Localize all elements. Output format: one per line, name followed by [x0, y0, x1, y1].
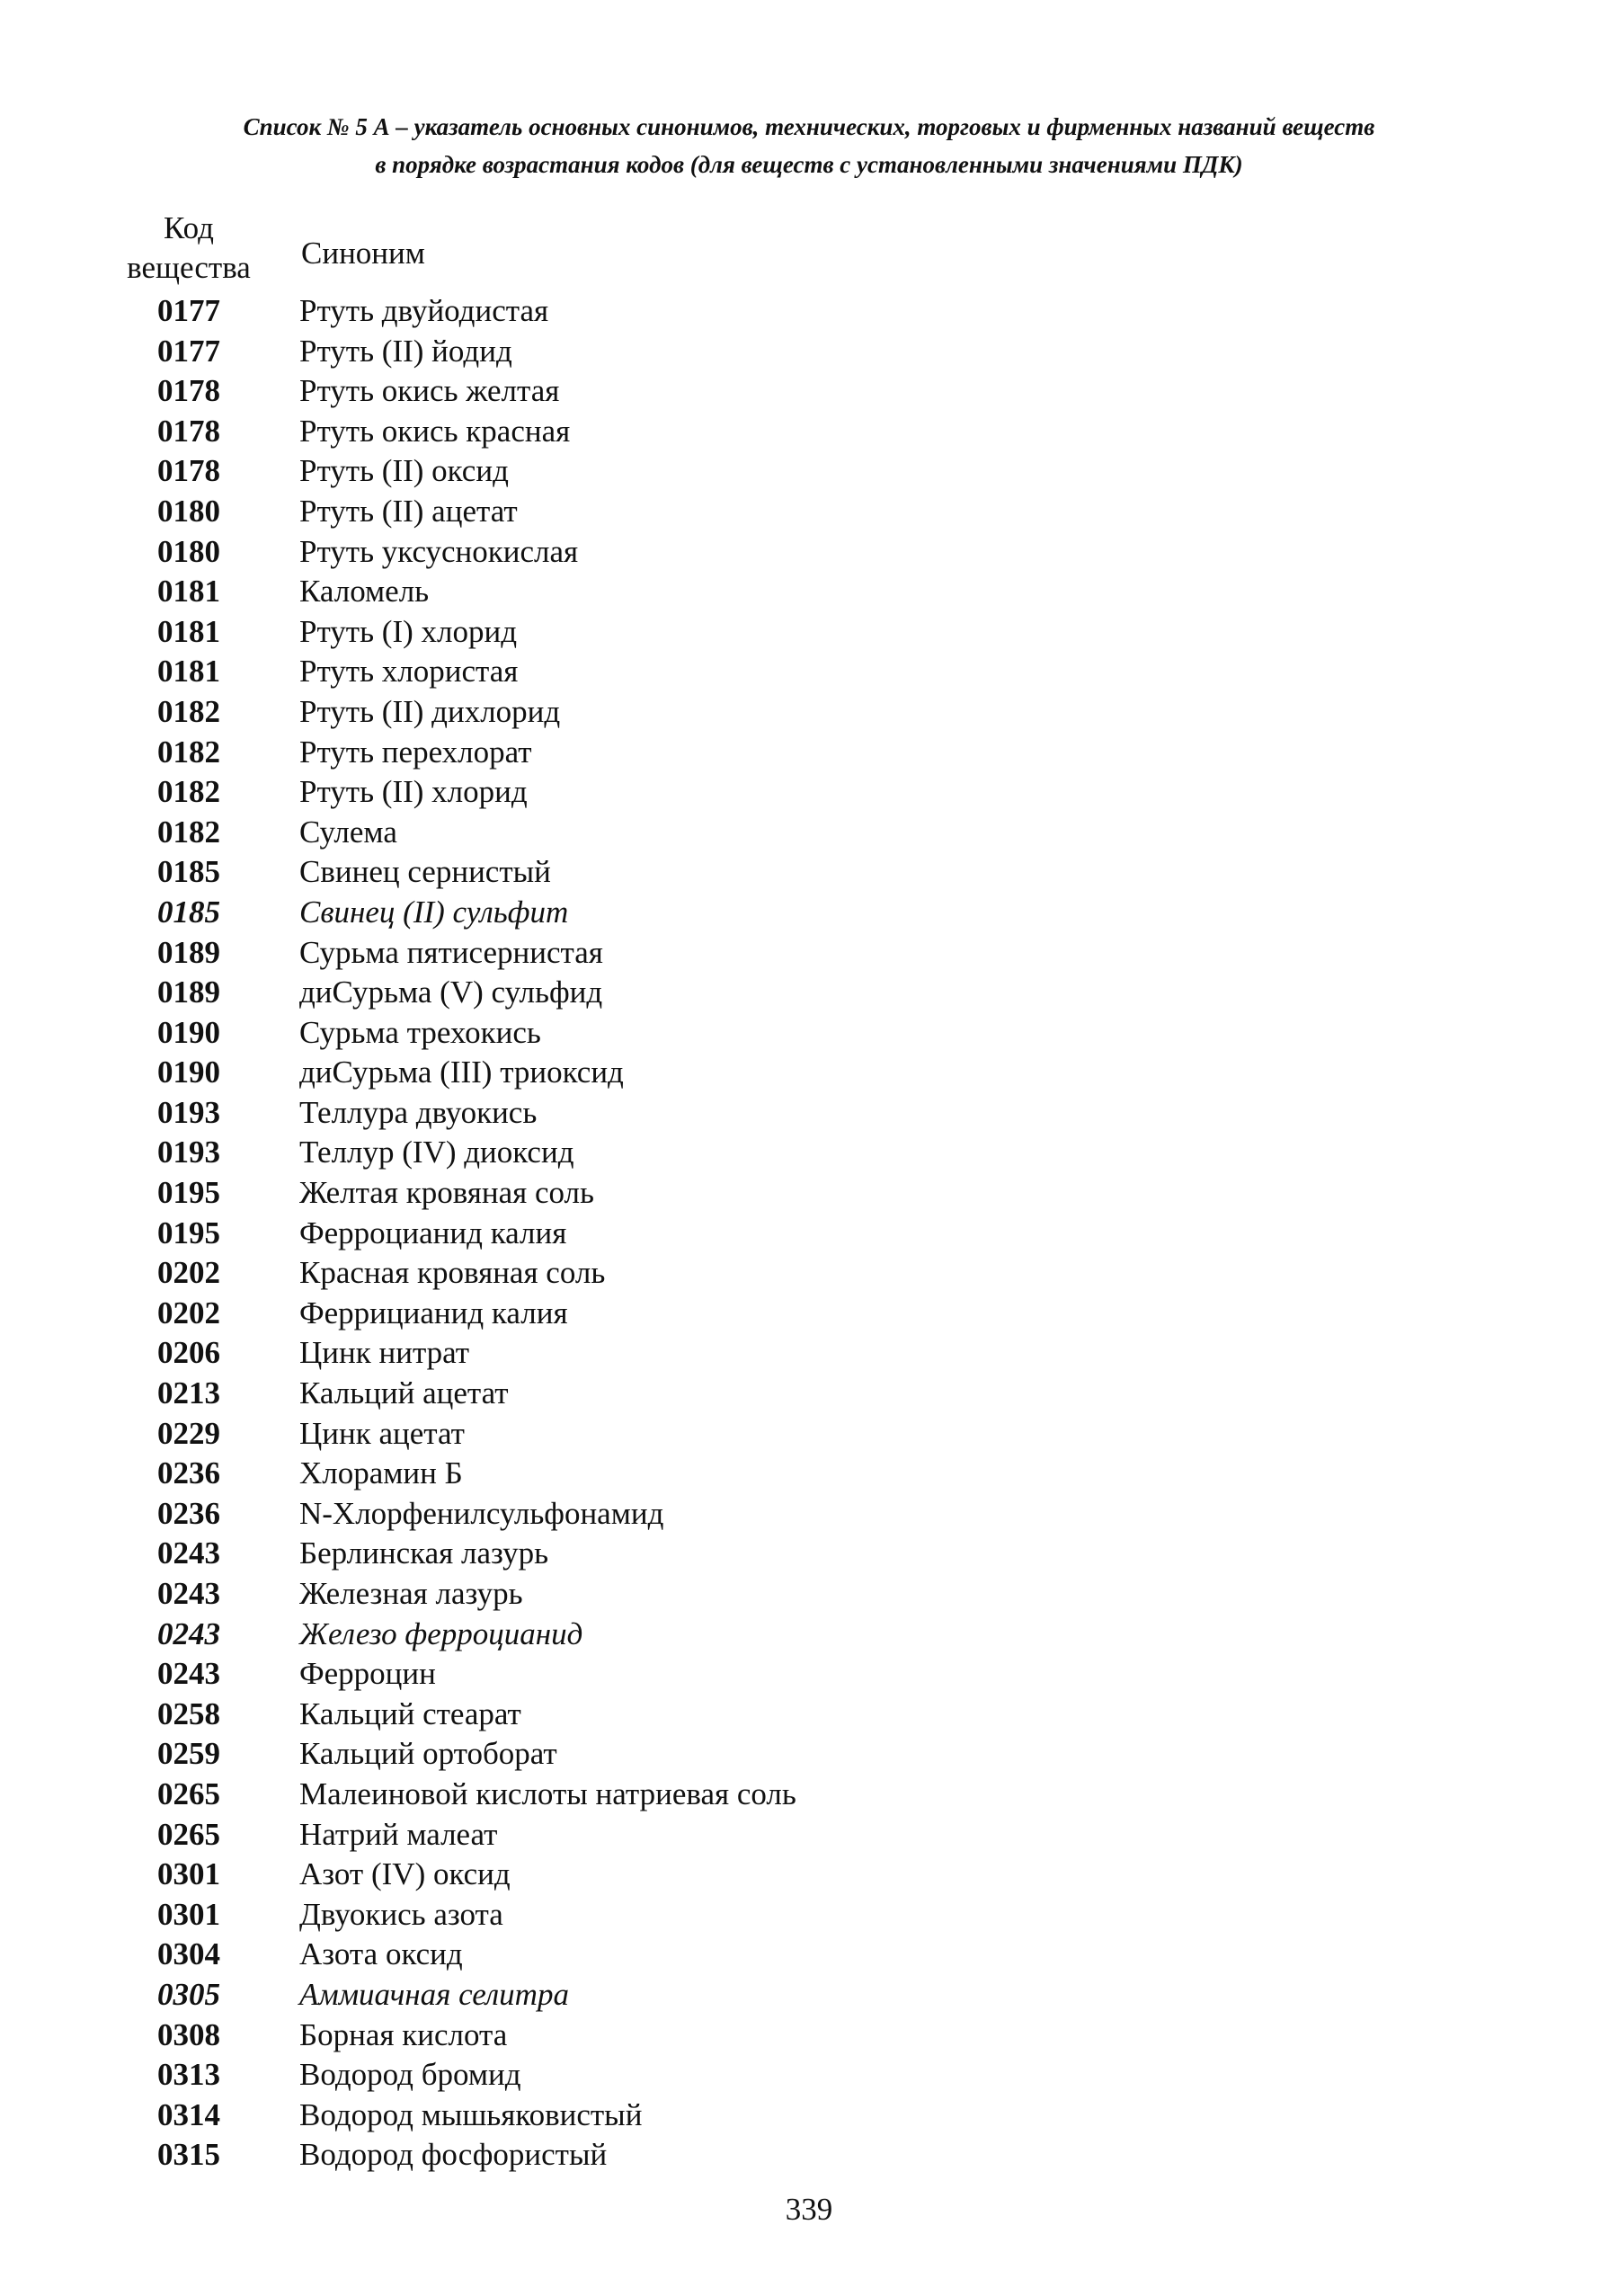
table-row [0, 1414, 1618, 1455]
substance-code: 0243 [157, 1576, 220, 1611]
synonym-name: Цинк ацетат [299, 1415, 465, 1451]
substance-code: 0177 [157, 333, 220, 369]
substance-code: 0182 [157, 814, 220, 850]
header-synonym: Синоним [301, 236, 425, 271]
table-row [0, 2096, 1618, 2136]
table-row [0, 852, 1618, 893]
synonym-name: Натрий малеат [299, 1816, 498, 1852]
table-row [0, 1975, 1618, 2016]
substance-code: 0190 [157, 1014, 220, 1050]
synonym-name: Водород мышьяковистый [299, 2096, 643, 2132]
table-row [0, 1654, 1618, 1695]
synonym-name: Ртуть (II) дихлорид [299, 693, 561, 729]
synonym-name: Ртуть хлористая [299, 654, 519, 690]
table-row [0, 1574, 1618, 1615]
synonym-name: Сулема [299, 814, 397, 850]
table-row [0, 612, 1618, 653]
table-row [0, 451, 1618, 492]
table-row [0, 1294, 1618, 1334]
synonym-name: Кальций стеарат [299, 1695, 521, 1731]
table-row [0, 1494, 1618, 1535]
synonym-name: Ферроцин [299, 1656, 436, 1692]
synonym-name: Двуокись азота [299, 1896, 503, 1932]
synonym-name: Ртуть (I) хлорид [299, 613, 518, 649]
table-row [0, 572, 1618, 612]
table-row [0, 1895, 1618, 1936]
substance-code: 0213 [157, 1375, 220, 1411]
synonym-name: Железо ферроцианид [299, 1615, 583, 1651]
synonym-table [0, 291, 1618, 2176]
substance-code: 0305 [157, 1976, 220, 2012]
table-row [0, 813, 1618, 853]
table-row [0, 1734, 1618, 1775]
substance-code: 0182 [157, 774, 220, 810]
synonym-name: Азота оксид [299, 1936, 463, 1972]
substance-code: 0181 [157, 574, 220, 610]
synonym-name: Хлорамин Б [299, 1455, 463, 1491]
substance-code: 0315 [157, 2137, 220, 2173]
table-row [0, 412, 1618, 452]
table-row [0, 1173, 1618, 1214]
substance-code: 0180 [157, 533, 220, 569]
table-row [0, 933, 1618, 974]
synonym-name: Желтая кровяная соль [299, 1175, 594, 1211]
synonym-name: Цинк нитрат [299, 1335, 470, 1371]
caption-line-1: Список № 5 А – указатель основных синонимов, технических, торговых и фирменных названий веществ [243, 113, 1375, 140]
table-row [0, 893, 1618, 933]
page-number: 339 [785, 2192, 833, 2227]
substance-code: 0259 [157, 1736, 220, 1772]
substance-code: 0195 [157, 1215, 220, 1250]
table-row [0, 371, 1618, 412]
substance-code: 0190 [157, 1055, 220, 1090]
substance-code: 0180 [157, 493, 220, 529]
substance-code: 0206 [157, 1335, 220, 1371]
substance-code: 0243 [157, 1615, 220, 1651]
synonym-name: Водород фосфористый [299, 2137, 608, 2173]
substance-code: 0193 [157, 1094, 220, 1130]
substance-code: 0181 [157, 613, 220, 649]
table-row [0, 332, 1618, 372]
table-row [0, 1935, 1618, 1975]
table-row [0, 1374, 1618, 1414]
substance-code: 0177 [157, 293, 220, 328]
table-row [0, 1855, 1618, 1895]
substance-code: 0185 [157, 894, 220, 930]
table-row [0, 2055, 1618, 2096]
synonym-name: Ферроцианид калия [299, 1215, 567, 1250]
substance-code: 0301 [157, 1896, 220, 1932]
synonym-name: Феррицианид калия [299, 1295, 568, 1330]
table-row [0, 1214, 1618, 1254]
synonym-name: Азот (IV) оксид [299, 1856, 511, 1892]
table-row [0, 1053, 1618, 1093]
synonym-name: Ртуть двуйодистая [299, 293, 549, 328]
synonym-name: Железная лазурь [299, 1576, 523, 1611]
substance-code: 0178 [157, 373, 220, 409]
table-row [0, 1253, 1618, 1294]
synonym-name: Ртуть уксуснокислая [299, 533, 579, 569]
substance-code: 0189 [157, 974, 220, 1010]
substance-code: 0243 [157, 1656, 220, 1692]
synonym-name: Ртуть окись красная [299, 413, 571, 449]
table-row [0, 692, 1618, 733]
synonym-name: Сурьма пятисернистая [299, 934, 603, 970]
synonym-name: Борная кислота [299, 2016, 508, 2052]
substance-code: 0304 [157, 1936, 220, 1972]
synonym-name: Кальций ортоборат [299, 1736, 557, 1772]
synonym-name: Ртуть перехлорат [299, 734, 532, 770]
table-row [0, 1454, 1618, 1494]
synonym-name: Теллура двуокись [299, 1094, 538, 1130]
substance-code: 0181 [157, 654, 220, 690]
substance-code: 0178 [157, 413, 220, 449]
table-row [0, 1815, 1618, 1855]
synonym-name: Ртуть окись желтая [299, 373, 560, 409]
synonym-name: Малеиновой кислоты натриевая соль [299, 1775, 796, 1811]
substance-code: 0314 [157, 2096, 220, 2132]
substance-code: 0195 [157, 1175, 220, 1211]
synonym-name: Ртуть (II) йодид [299, 333, 512, 369]
substance-code: 0185 [157, 854, 220, 890]
synonym-name: Кальций ацетат [299, 1375, 509, 1411]
synonym-name: Свинец (II) сульфит [299, 894, 569, 930]
synonym-name: Аммиачная селитра [299, 1976, 569, 2012]
table-row [0, 2016, 1618, 2056]
substance-code: 0236 [157, 1495, 220, 1531]
synonym-name: Берлинская лазурь [299, 1535, 549, 1571]
substance-code: 0202 [157, 1255, 220, 1291]
synonym-name: Свинец сернистый [299, 854, 551, 890]
table-row [0, 1534, 1618, 1574]
synonym-name: N-Хлорфенилсульфонамид [299, 1495, 664, 1531]
table-row [0, 492, 1618, 532]
table-row [0, 291, 1618, 332]
table-row [0, 652, 1618, 692]
synonym-name: Каломель [299, 574, 430, 610]
synonym-name: Водород бромид [299, 2057, 521, 2093]
synonym-name: Теллур (IV) диоксид [299, 1135, 574, 1170]
caption-line-2: в порядке возрастания кодов (для веществ с установленными значениями ПДК) [375, 151, 1243, 178]
substance-code: 0313 [157, 2057, 220, 2093]
substance-code: 0301 [157, 1856, 220, 1892]
table-row [0, 733, 1618, 773]
table-row [0, 1093, 1618, 1134]
substance-code: 0258 [157, 1695, 220, 1731]
substance-code: 0308 [157, 2016, 220, 2052]
table-row [0, 973, 1618, 1013]
substance-code: 0182 [157, 734, 220, 770]
table-row [0, 532, 1618, 573]
substance-code: 0178 [157, 453, 220, 489]
table-row [0, 772, 1618, 813]
substance-code: 0193 [157, 1135, 220, 1170]
synonym-name: Ртуть (II) оксид [299, 453, 509, 489]
synonym-name: Ртуть (II) ацетат [299, 493, 518, 529]
synonym-name: диСурьма (III) триоксид [299, 1055, 624, 1090]
table-row [0, 2135, 1618, 2176]
synonym-name: Сурьма трехокись [299, 1014, 541, 1050]
substance-code: 0265 [157, 1816, 220, 1852]
table-row [0, 1333, 1618, 1374]
table-row [0, 1775, 1618, 1815]
synonym-name: Ртуть (II) хлорид [299, 774, 528, 810]
substance-code: 0236 [157, 1455, 220, 1491]
substance-code: 0229 [157, 1415, 220, 1451]
substance-code: 0182 [157, 693, 220, 729]
table-row [0, 1615, 1618, 1655]
substance-code: 0243 [157, 1535, 220, 1571]
header-code: Код вещества [127, 210, 251, 285]
substance-code: 0265 [157, 1775, 220, 1811]
table-row [0, 1695, 1618, 1735]
table-row [0, 1013, 1618, 1054]
substance-code: 0202 [157, 1295, 220, 1330]
synonym-name: Красная кровяная соль [299, 1255, 606, 1291]
table-row [0, 1133, 1618, 1173]
list-caption [0, 108, 1618, 183]
substance-code: 0189 [157, 934, 220, 970]
synonym-name: диСурьма (V) сульфид [299, 974, 603, 1010]
